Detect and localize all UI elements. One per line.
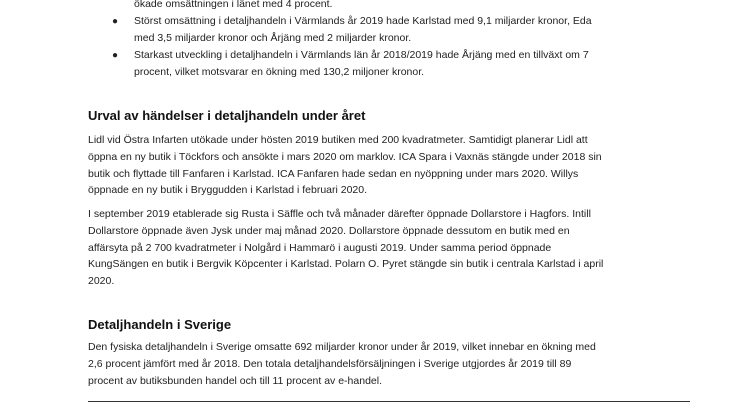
sweden-paragraph xyxy=(88,339,663,389)
text-line: öppnade en ny butik i Bryggudden i Karlstad i februari 2020. xyxy=(88,184,368,197)
bullet-line: Starkast utveckling i detaljhandeln i Värmlands län år 2018/2019 hade Årjäng med en tillväxt om 7 xyxy=(134,49,589,61)
text-line: 2020. xyxy=(88,275,115,288)
bullet-item xyxy=(108,47,688,81)
text-line: procent av butiksbunden handel och till 11 procent av e-handel. xyxy=(88,374,383,387)
bullet-dot-icon: ● xyxy=(112,16,119,27)
events-paragraph-2 xyxy=(88,206,663,290)
bullet-line: ökade omsättningen i länet med 4 procent. xyxy=(134,0,333,10)
text-line: KungSängen en butik i Bergvik Köpcenter i Karlstad. Polarn O. Pyret stängde sin butik i centrala Karlstad i april xyxy=(88,258,604,271)
bullet-line: Störst omsättning i detaljhandeln i Värmlands år 2019 hade Karlstad med 9,1 miljarder kronor, Eda xyxy=(134,15,592,27)
section-heading-sweden: Detaljhandeln i Sverige xyxy=(88,317,232,332)
events-paragraph-1 xyxy=(88,132,663,199)
bullet-item xyxy=(108,13,688,47)
summary-bullet-list xyxy=(108,0,688,81)
text-line: öppna en ny butik i Töckfors och ansökte i mars 2020 om marklov. ICA Spara i Vaxnäs stängde under 2018 sin xyxy=(88,150,602,163)
text-line: I september 2019 etablerade sig Rusta i Säffle och två månader därefter öppnade Dollarstore i Hagfors. Intill xyxy=(88,208,591,220)
text-line: Lidl vid Östra Infarten utökade under hösten 2019 butiken med 200 kvadratmeter. Samtidigt planerar Lidl att xyxy=(88,134,588,146)
text-line: Dollarstore öppnade även Jysk under maj månad 2020. Dollarstore öppnade dessutom en butik med en xyxy=(88,224,570,237)
text-line: 2,6 procent jämfört med år 2018. Den totala detaljhandelsförsäljningen i Sverige utgjordes år 2019 till 89 xyxy=(88,357,572,370)
bullet-item xyxy=(108,0,688,13)
bullet-line: med 3,5 miljarder kronor och Årjäng med 2 miljarder kronor. xyxy=(134,32,412,44)
text-line: affärsyta på 2 700 kvadratmeter i Nolgård i Hammarö i augusti 2019. Under samma period öppnade xyxy=(88,241,552,254)
text-line: Den fysiska detaljhandeln i Sverige omsatte 692 miljarder kronor under år 2019, vilket innebar en ökning med xyxy=(88,341,596,353)
bullet-dot-icon: ● xyxy=(112,50,119,61)
text-line: butik och flyttade till Fanfaren i Karlstad. ICA Fanfaren hade sedan en nyöppning under mars 2020. Willys xyxy=(88,167,579,180)
footer-divider xyxy=(88,401,690,402)
section-heading-events: Urval av händelser i detaljhandeln under året xyxy=(88,108,366,123)
bullet-line: procent, vilket motsvarar en ökning med 130,2 miljoner kronor. xyxy=(134,66,425,78)
